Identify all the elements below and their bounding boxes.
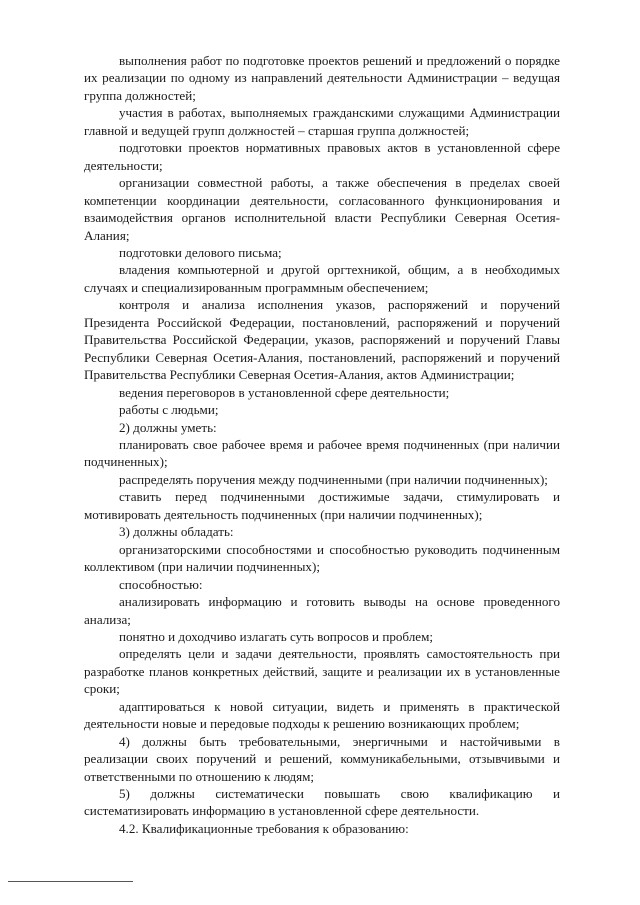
paragraph: организаторскими способностями и способностью руководить подчиненным коллективом (при наличии подчиненных);: [84, 541, 560, 575]
paragraph: распределять поручения между подчиненными (при наличии подчиненных);: [119, 471, 548, 487]
paragraph: контроля и анализа исполнения указов, распоряжений и поручений Президента Российской Федерации, постановлений, распоряжений и поручений Правительства Российской Федерации, указов, распоряжений и поручений Главы Республики Северная Осетия-Алания, постановлений, распоряжений и поручений Правительства Республики Северная Осетия-Алания, актов Администрации;: [84, 297, 560, 383]
paragraph: адаптироваться к новой ситуации, видеть и применять в практической деятельности новые и передовые подходы к решению возникающих проблем;: [84, 698, 560, 732]
paragraph: анализировать информацию и готовить выводы на основе проведенного анализа;: [84, 594, 560, 627]
paragraph: определять цели и задачи деятельности, проявлять самостоятельность при разработке планов конкретных действий, защите и реализации их в установленные сроки;: [84, 646, 560, 697]
paragraph: участия в работах, выполняемых гражданскими служащими Администрации главной и ведущей групп должностей – старшая группа должностей;: [84, 105, 560, 138]
paragraph: выполнения работ по подготовке проектов решений и предложений о порядке их реализации по одному из направлений деятельности Администрации – ведущая группа должностей;: [84, 53, 560, 103]
paragraph: организации совместной работы, а также обеспечения в пределах своей компетенции координации деятельности, согласованного функционирования и взаимодействия органов исполнительной власти Республики Северная Осетия-Алания;: [84, 175, 560, 243]
paragraph: ведения переговоров в установленной сфере деятельности;: [119, 384, 450, 400]
footnote-divider: [8, 881, 133, 882]
paragraph: подготовки проектов нормативных правовых актов в установленной сфере деятельности;: [84, 140, 560, 173]
paragraph: 4) должны быть требовательными, энергичными и настойчивыми в реализации своих поручений и решений, коммуникабельными, отзывчивыми и ответственными по отношению к людям;: [84, 733, 560, 784]
section-heading: 4.2. Квалификационные требования к образованию:: [119, 820, 409, 836]
paragraph: подготовки делового письма;: [119, 244, 282, 260]
paragraph: работы с людьми;: [119, 402, 219, 418]
paragraph: планировать свое рабочее время и рабочее время подчиненных (при наличии подчиненных);: [84, 436, 560, 470]
paragraph: владения компьютерной и другой оргтехникой, общим, а в необходимых случаях и специализированным программным обеспечением;: [84, 262, 560, 295]
paragraph: понятно и доходчиво излагать суть вопросов и проблем;: [119, 628, 434, 644]
paragraph: способностью:: [119, 576, 203, 592]
subsection-heading: 3) должны обладать:: [119, 524, 234, 540]
paragraph: 5) должны систематически повышать свою квалификацию и систематизировать информацию в установленной сфере деятельности.: [84, 786, 560, 819]
paragraph: ставить перед подчиненными достижимые задачи, стимулировать и мотивировать деятельность подчиненных (при наличии подчиненных);: [84, 489, 560, 522]
document-body: [84, 52, 560, 837]
subsection-heading: 2) должны уметь:: [119, 419, 217, 435]
